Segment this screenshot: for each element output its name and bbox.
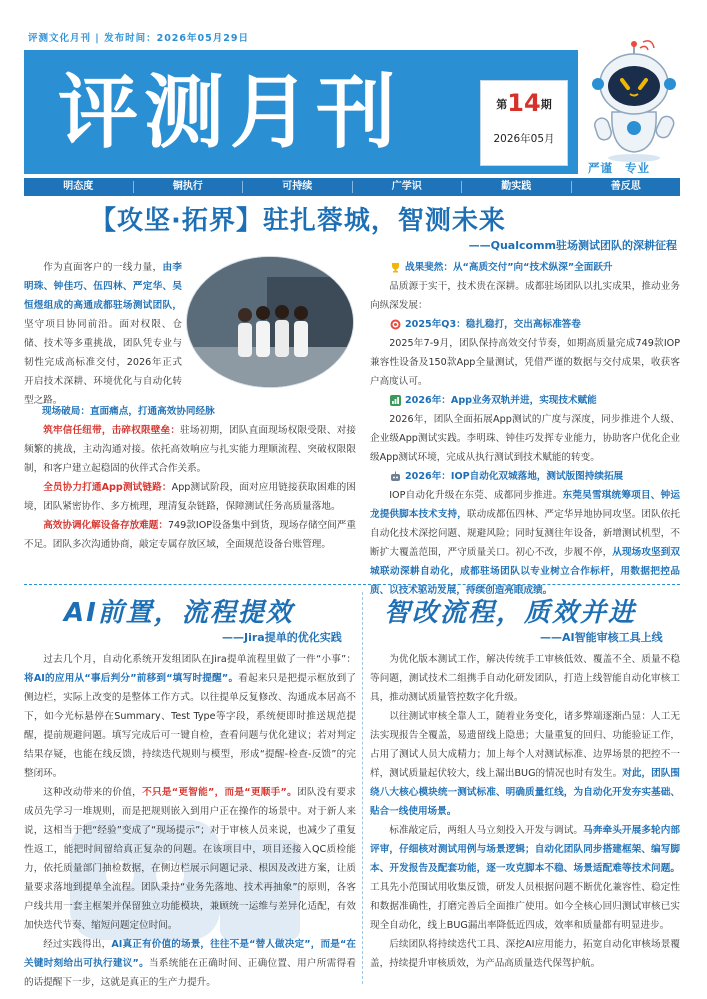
section-heading xyxy=(370,467,680,486)
paragraph-text: 看起来只是把提示框放到了侧边栏，实际上改变的是整体工作方式。以往提单反复修改、沟通成本居高不下，如今光标悬停在Summary、Test Type等字段，系统便即时推送规范提醒，提前规避问题。填写完成后可一键自检，查看问题与优化建议；若对判定结果存疑，也能在线反馈，持续迭代规则与模型，形成“提醒-检查-反馈”的完整闭环。 xyxy=(24,673,356,779)
values-bar xyxy=(24,178,680,196)
article2-title: AI前置，流程提效 xyxy=(64,598,294,628)
team-members: 东莞吴雪琪统筹项目、钟运龙提供脚本技术支持， xyxy=(370,490,681,520)
article2-subtitle: ——Jira提单的优化实践 xyxy=(222,631,342,644)
paragraph-text: 2025年7-9月，团队保持高效交付节奏，如期高质量完成749款IOP兼容性设备及150款App全量测试，凭借严谨的数据与交付成果，收获客户高度认可。 xyxy=(370,338,680,387)
value-item: 可持续 xyxy=(242,181,352,193)
paragraph-text: 为优化版本测试工作，解决传统手工审核低效、覆盖不全、质量不稳等问题，测试技术二组携手自动化研发团队，打造上线智能自动化审核工具，推动测试质量管控数字化升级。 xyxy=(370,654,680,703)
team-photo xyxy=(186,256,354,388)
masthead-title: 评测月刊 xyxy=(58,66,402,159)
tag-professional: 专业 xyxy=(625,161,650,175)
section-heading xyxy=(370,391,680,410)
article1-title: 【攻坚·拓界】驻扎蓉城，智测未来 xyxy=(90,206,506,236)
section-divider xyxy=(24,584,680,585)
paragraph-text: 过去几个月，自动化系统开发组团队在Jira提单流程里做了一件“小事”： xyxy=(43,654,356,665)
key-sentence: 不只是“更智能”，而是“更顺手”。 xyxy=(142,787,297,798)
value-item: 勤实践 xyxy=(461,181,571,193)
section-title: 2026年：IOP自动化双城落地，测试版图持续拓展 xyxy=(405,471,624,482)
paragraph-text: 以往测试审核全靠人工，随着业务变化，诸多弊端逐渐凸显：人工无法实现报告全覆盖，易遗留线上隐患；大量重复的回归、功能验证工作，占用了测试人员大成精力；加上每个人对测试标准、边界场景的把控不一样，测试质量起伏较大，线上漏出BUG的情况也时有发生。 xyxy=(370,711,680,779)
section-heading xyxy=(370,315,680,334)
key-sentence: 马奔牵头开展多轮内部评审，仔细核对测试用例与场景逻辑；自动化团队同步搭建框架、编写脚本、开发报告及配套功能，逐一攻克脚本不稳、场景适配难等技术问题。 xyxy=(370,825,681,874)
paragraph-lead: 筑牢信任纽带，击碎权限壁垒： xyxy=(43,425,181,436)
masthead-tags xyxy=(588,160,662,176)
issue-box xyxy=(480,80,568,166)
paragraph-text: 标准敲定后，两组人马立刻投入开发与调试。 xyxy=(389,825,584,836)
issue-number-line xyxy=(481,89,567,117)
intro-text: 作为直面客户的一线力量， xyxy=(43,262,163,273)
value-item: 善反思 xyxy=(571,181,681,193)
key-sentence: AI真正有价值的场景，往往不是“替人做决定”，而是“在关键时刻给出可执行建议”。 xyxy=(24,939,356,969)
paragraph-text: 2026年，团队全面拓展App测试的广度与深度，同步推进个人级、企业级App测试实践。李明珠、钟佳巧发挥专业能力，协助客户优化企业级App测试环境，完成从执行测试到技术赋能的转变。 xyxy=(370,414,680,463)
article3-title: 智改流程，质效并进 xyxy=(384,598,637,628)
section-title: 2026年：App业务双轨并进，实现技术赋能 xyxy=(405,395,597,406)
tag-rigorous: 严谨 xyxy=(588,161,613,175)
section-heading xyxy=(370,258,680,277)
masthead-banner xyxy=(24,50,578,174)
article1-right-body xyxy=(370,258,680,600)
value-item: 明态度 xyxy=(63,181,94,192)
paragraph-text: 联动成都伍四林、严定华异地协同攻坚。团队依托自动化技术深挖问题、规避风险；同时复测往年设备，新增测试机型，不断扩大覆盖范围，严守质量关口。初心不改，步履不停， xyxy=(370,509,681,558)
value-item: 广学识 xyxy=(352,181,462,193)
paragraph-text: 经过实践得出， xyxy=(43,939,112,950)
paragraph-text: 这种改动带来的价值， xyxy=(43,787,143,798)
article1-left-body xyxy=(24,402,356,554)
issue-suffix: 期 xyxy=(540,98,552,111)
column-divider xyxy=(362,592,363,984)
key-sentence: 将AI的应用从“事后判分”前移到“填写时提醒”。 xyxy=(24,673,239,684)
issue-date: 2026年05月 xyxy=(493,133,555,145)
issue-prefix: 第 xyxy=(496,98,508,111)
intro-text-b: 坚守项目协同前沿。面对权限、仓储、技术等多重挑战，团队凭专业与韧性完成高标准交付，2026年正式开启技术深耕、环境优化与自动化转型之路。 xyxy=(24,319,182,406)
publication-info: 评测文化月刊 | 发布时间：2026年05月29日 xyxy=(28,33,249,44)
paragraph-lead: 高效协调化解设备存放难题： xyxy=(43,520,168,531)
trophy-icon xyxy=(390,262,401,273)
robot-icon xyxy=(390,471,401,482)
paragraph-lead: 全员协力打通App测试链路： xyxy=(43,482,172,493)
article3-subtitle: ——AI智能审核工具上线 xyxy=(540,631,663,644)
article2-body xyxy=(24,650,356,992)
paragraph-text: 驻场初期，团队直面现场权限受限、对接频繁的挑战，主动沟通对接。依托高效响应与扎实能力理顺流程、突破权限限制，和客户建立起稳固的伙伴式合作关系。 xyxy=(24,425,356,474)
paragraph-text: 当系统能在正确时间、正确位置、用户所需得看的话提醒下一步，这就是真正的生产力提升。 xyxy=(24,958,356,988)
value-item: 铜执行 xyxy=(133,181,243,193)
paragraph-text: 团队没有要求成员先学习一堆规则，而是把规则嵌入到用户正在操作的场景中。对于新人来说，这相当于把“经验”变成了“现场提示”；对于审核人员来说，也减少了重复性返工，能把时间留给真正复杂的问题。在该项目中，项目还接入QC质检能力，依托质量部门抽检数据，在侧边栏展示问题记录、根因及改进方案，让质量要求落地到提单全流程。团队秉持“业务先落地、技术再抽象”的原则，各客户线共用一套主框架并保留独立功能模块，兼顾统一运维与差异化适配，有效加快迭代节奏、缩短问题定位时间。 xyxy=(24,787,357,931)
section-title: 战果斐然：从“高质交付”向“技术纵深”全面跃升 xyxy=(405,262,613,273)
target-icon xyxy=(390,319,401,330)
issue-number: 14 xyxy=(507,89,541,117)
article1-intro xyxy=(24,258,182,410)
paragraph-text: 工具先小范围试用收集反馈，研发人员根据问题不断优化兼容性、稳定性和数据准确性，打磨完善后全面推广使用。如今全核心回归测试审核已实现全自动化，线上BUG漏出率降低近四成，效率和质量都有明显进步。 xyxy=(370,882,680,931)
section-title: 2025年Q3：稳扎稳打，交出高标准答卷 xyxy=(405,319,581,330)
article3-body xyxy=(370,650,680,973)
section-title: 现场破局：直面痛点，打通高效协同经脉 xyxy=(42,406,215,417)
chart-icon xyxy=(390,395,401,406)
paragraph-text: 749款IOP设备集中到货，现场存储空间严重不足。团队多次沟通协商，敲定专属存放区域，全面规范设备台账管理。 xyxy=(24,520,356,550)
paragraph-text: App测试阶段，面对应用链接获取困难的困境，团队紧密协作、多方梳理，理清复杂链路，保障测试任务高质量落地。 xyxy=(24,482,356,512)
paragraph-text: 品质源于实干，技术贵在深耕。成都驻场团队以扎实成果，推动业务向纵深发展： xyxy=(370,281,680,311)
team-members: 由李明珠、钟佳巧、伍四林、严定华、吴恒煜组成的高通成都驻场测试团队， xyxy=(24,262,183,311)
closing-statement: 从现场攻坚到双城联动深耕自动化，成都驻场团队以专业树立合作标杆，用数据把控品质、以技术驱动发展，持续创造亮眼成绩。 xyxy=(370,547,681,596)
key-sentence: 对此，团队围绕八大核心模块统一测试标准、明确质量红线，为自动化开发夯实基础、贴合一线使用场景。 xyxy=(370,768,681,817)
paragraph-text: 后续团队将持续迭代工具、深挖AI应用能力，拓宽自动化审核场景覆盖，持续提升审核质效，为产品高质量迭代保驾护航。 xyxy=(370,939,680,969)
paragraph-text: IOP自动化升级在东莞、成都同步推进。 xyxy=(389,490,563,501)
team-photo-illustration xyxy=(187,257,354,388)
article1-subtitle: ——Qualcomm驻场测试团队的深耕征程 xyxy=(468,239,677,252)
mascot-robot-icon xyxy=(588,40,680,162)
